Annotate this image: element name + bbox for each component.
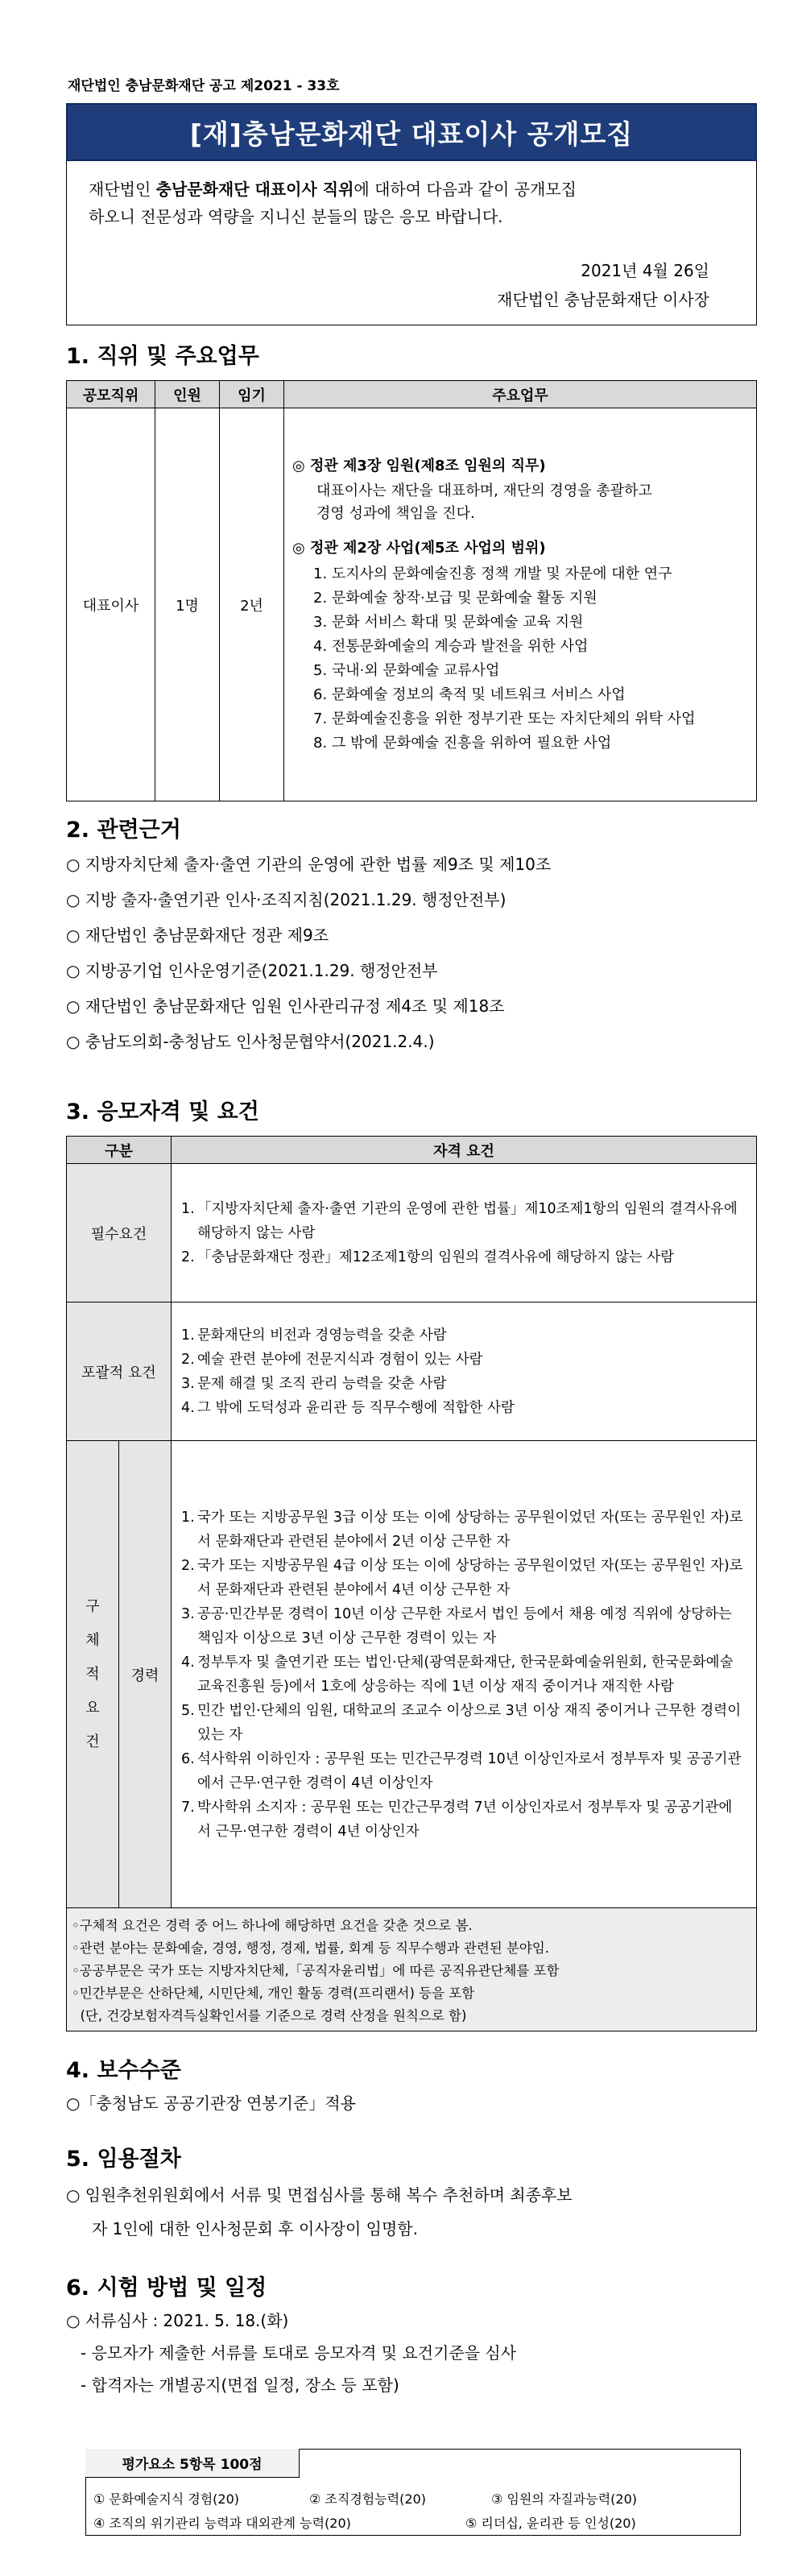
col-duties: 주요업무	[284, 381, 757, 408]
list-item: 8. 그 밖에 문화예술 진흥을 위하여 필요한 사업	[313, 734, 612, 752]
notice-date: 2021년 4월 26일	[581, 261, 709, 280]
col-term: 임기	[220, 381, 284, 408]
duty-a-line2: 경영 성과에 책임을 진다.	[316, 504, 475, 522]
list-item: 2. 문화예술 창작·보급 및 문화예술 활동 지원	[313, 589, 597, 607]
list-item: 2. 「충남문화재단 정관」제12조제1항의 임원의 결격사유에 해당하지 않는 사람	[181, 1249, 675, 1265]
appointment-line1: ○ 임원추천위원회에서 서류 및 면접심사를 통해 복수 추천하며 최종후보	[66, 2185, 573, 2205]
note-line: ◦공공부문은 국가 또는 지방자치단체,「공직자윤리법」에 따른 공직유관단체를 포함	[72, 1963, 560, 1978]
salary-text: ○「충청남도 공공기관장 연봉기준」적용	[66, 2094, 356, 2113]
list-item: 4. 정부투자 및 출연기관 또는 법인·단체(광역문화재단, 한국문화예술위원회, 한국문화예술교육진흥원 등)에서 1호에 상응하는 직에 1년 이상 재직 중이거나 재직한 사람	[181, 1654, 734, 1695]
note-line: ◦민간부문은 산하단체, 시민단체, 개인 활동 경력(프리랜서) 등을 포함	[72, 1986, 475, 2001]
duties-cell	[284, 408, 757, 801]
list-item: 3. 문제 해결 및 조직 관리 능력을 갖춘 사람	[181, 1375, 447, 1392]
list-item: 4. 전통문화예술의 계승과 발전을 위한 사업	[313, 637, 589, 655]
notice-number: 재단법인 충남문화재단 공고 제2021 - 33호	[68, 78, 340, 94]
section6-heading: 6. 시험 방법 및 일정	[66, 2276, 267, 2301]
notice-signature: 재단법인 충남문화재단 이사장	[497, 290, 709, 309]
section3-heading: 3. 응모자격 및 요건	[66, 1100, 259, 1124]
title-banner	[66, 103, 757, 161]
list-item: ○ 재단법인 충남문화재단 정관 제9조	[66, 926, 329, 945]
section4-heading: 4. 보수수준	[66, 2058, 181, 2083]
list-item: 5. 민간 법인·단체의 임원, 대학교의 조교수 이상으로 3년 이상 재직 중이거나 근무한 경력이 있는 자	[181, 1702, 742, 1743]
qualification-notes	[66, 1907, 757, 2031]
required-cell	[172, 1164, 757, 1302]
list-item: 7. 박사학위 소지자 : 공무원 또는 민간근무경력 7년 이상인자로서 정부투자 및 공공기관에서 근무·연구한 경력이 4년 이상인자	[181, 1799, 733, 1840]
list-item: ○ 지방자치단체 출자·출연 기관의 운영에 관한 법률 제9조 및 제10조	[66, 855, 552, 874]
duty-b-title: ◎ 정관 제2장 사업(제5조 사업의 범위)	[292, 539, 546, 557]
note-line: (단, 건강보험자격득실확인서를 기준으로 경력 산정을 원칙으로 함)	[72, 2008, 467, 2023]
list-item: 1. 문화재단의 비전과 경영능력을 갖춘 사람	[181, 1327, 447, 1344]
note-line: ◦관련 분야는 문화예술, 경영, 행정, 경제, 법률, 회계 등 직무수행과 관련된 분야임.	[72, 1940, 550, 1956]
list-item: 2. 예술 관련 분야에 전문지식과 경험이 있는 사람	[181, 1351, 483, 1368]
note-line: ◦구체적 요건은 경력 중 어느 하나에 해당하면 요건을 갖춘 것으로 봄.	[72, 1918, 473, 1933]
section2-heading: 2. 관련근거	[66, 818, 181, 843]
intro-post: 에 대하여 다음과 같이 공개모집	[354, 180, 577, 199]
position-cell: 대표이사	[67, 408, 155, 801]
list-item: 6. 석사학위 이하인자 : 공무원 또는 민간근무경력 10년 이상인자로서 정부투자 및 공공기관에서 근무·연구한 경력이 4년 이상인자	[181, 1750, 742, 1791]
list-item: 2. 국가 또는 지방공무원 4급 이상 또는 이에 상당하는 공무원이었던 자(또는 공무원인 자)로서 문화재단과 관련된 분야에서 4년 이상 근무한 자	[181, 1557, 743, 1598]
list-item: 3. 문화 서비스 확대 및 문화예술 교육 지원	[313, 613, 584, 631]
list-item: 5. 국내·외 문화예술 교류사업	[313, 661, 500, 679]
screening-sub2: - 합격자는 개별공지(면접 일정, 장소 등 포함)	[81, 2375, 399, 2395]
basis-list	[66, 852, 759, 1054]
duty-list	[292, 562, 748, 756]
duty-a-text	[292, 480, 748, 525]
career-label: 경력	[119, 1441, 172, 1908]
col-requirement: 자격 요건	[172, 1137, 757, 1164]
eval-item: ④ 조직의 위기관리 능력과 대외관계 능력(20)	[93, 2516, 351, 2531]
list-item: ○ 재단법인 충남문화재단 임원 인사관리규정 제4조 및 제18조	[66, 996, 505, 1016]
intro-pre: 재단법인	[89, 180, 156, 199]
list-item: ○ 충남도의회-충청남도 인사청문협약서(2021.2.4.)	[66, 1032, 435, 1051]
list-item: 6. 문화예술 정보의 축적 및 네트워크 서비스 사업	[313, 685, 626, 703]
list-item: ○ 지방 출자·출연기관 인사·조직지침(2021.1.29. 행정안전부)	[66, 890, 507, 909]
section5-heading: 5. 임용절차	[66, 2147, 181, 2172]
qualification-table	[66, 1136, 757, 1908]
col-count: 인원	[155, 381, 220, 408]
list-item: 1. 「지방자치단체 출자·출연 기관의 운영에 관한 법률」제10조제1항의 임원의 결격사유에 해당하지 않는 사람	[181, 1200, 738, 1241]
duty-a-line1: 대표이사는 재단을 대표하며, 재단의 경영을 총괄하고	[316, 482, 652, 499]
col-category: 구분	[67, 1137, 172, 1164]
eval-item: ② 조직경험능력(20)	[309, 2491, 427, 2507]
evaluation-title: 평가요소 5항목 100점	[85, 2449, 300, 2478]
list-item: ○ 지방공기업 인사운영기준(2021.1.29. 행정안전부	[66, 961, 438, 980]
list-item: 3. 공공·민간부문 경력이 10년 이상 근무한 자로서 법인 등에서 채용 예정 직위에 상당하는 책임자 이상으로 3년 이상 근무한 경력이 있는 자	[181, 1605, 732, 1646]
eval-item: ③ 임원의 자질과능력(20)	[491, 2491, 638, 2507]
intro-bold: 충남문화재단 대표이사 직위	[155, 180, 354, 199]
intro-paragraph	[89, 176, 733, 230]
career-cell	[172, 1441, 757, 1908]
duty-table	[66, 380, 757, 801]
general-label: 포괄적 요건	[67, 1302, 172, 1441]
eval-item: ① 문화예술지식 경험(20)	[93, 2491, 240, 2507]
term-cell: 2년	[220, 408, 284, 801]
count-cell: 1명	[155, 408, 220, 801]
page-title: [재]충남문화재단 대표이사 공개모집	[189, 118, 634, 150]
list-item: 1. 국가 또는 지방공무원 3급 이상 또는 이에 상당하는 공무원이었던 자(또는 공무원인 자)로서 문화재단과 관련된 분야에서 2년 이상 근무한 자	[181, 1509, 743, 1550]
list-item: 7. 문화예술진흥을 위한 정부기관 또는 자치단체의 위탁 사업	[313, 710, 696, 727]
col-position: 공모직위	[67, 381, 155, 408]
document-screening: ○ 서류심사 : 2021. 5. 18.(화)	[66, 2311, 289, 2330]
intro-line2: 하오니 전문성과 역량을 지니신 분들의 많은 응모 바랍니다.	[89, 207, 503, 226]
required-label: 필수요건	[67, 1164, 172, 1302]
eval-item: ⑤ 리더십, 윤리관 등 인성(20)	[465, 2516, 636, 2531]
specific-label: 구 체 적 요 건	[67, 1441, 119, 1908]
list-item: 1. 도지사의 문화예술진흥 정책 개발 및 자문에 대한 연구	[313, 565, 672, 582]
list-item: 4. 그 밖에 도덕성과 윤리관 등 직무수행에 적합한 사람	[181, 1399, 515, 1416]
screening-sub1: - 응모자가 제출한 서류를 토대로 응모자격 및 요건기준을 심사	[81, 2343, 517, 2363]
general-cell	[172, 1302, 757, 1441]
section1-heading: 1. 직위 및 주요업무	[66, 344, 259, 369]
duty-a-title: ◎ 정관 제3장 임원(제8조 임원의 직무)	[292, 457, 546, 474]
appointment-line2: 자 1인에 대한 인사청문회 후 이사장이 임명함.	[92, 2219, 418, 2238]
